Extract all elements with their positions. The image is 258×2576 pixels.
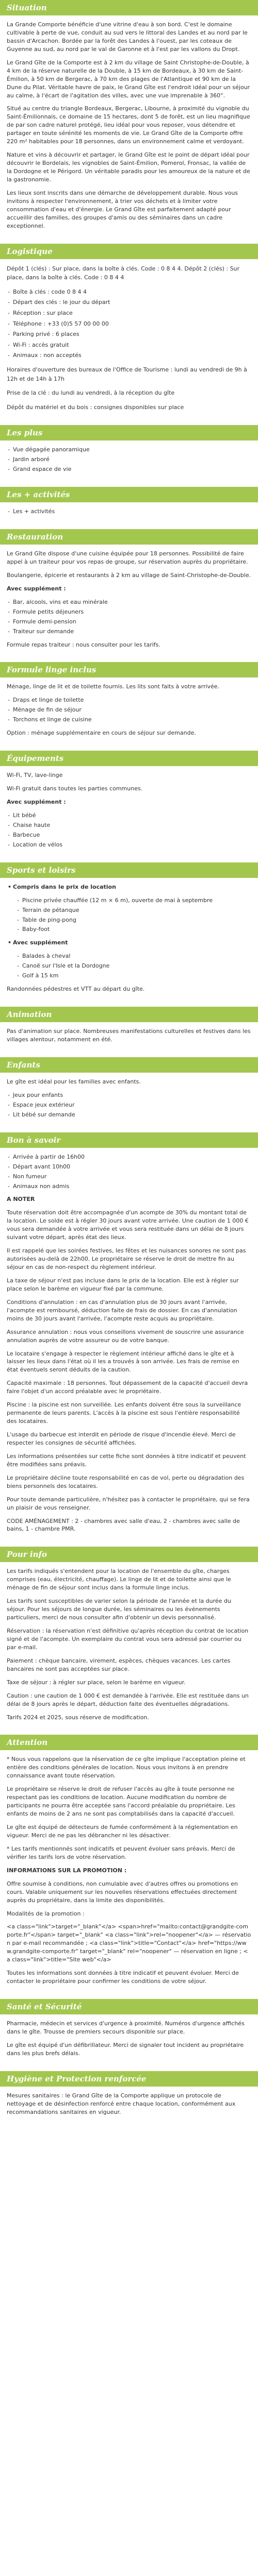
paragraph: Dépôt du matériel et du bois : consignes disponibles sur place (7, 403, 184, 411)
paragraph: Paiement : chèque bancaire, virement, espèces, chèques vacances. Les cartes bancaires ne sont pas acceptées sur place. (7, 1657, 231, 1672)
list-item: - Chaise haute (7, 821, 251, 829)
sports-list-1 (7, 896, 251, 934)
list-item: - Formule demi-pension (7, 618, 251, 626)
paragraph: Le locataire s'engage à respecter le règlement intérieur affiché dans le gîte et à laisser les lieux dans l'état où il les a trouvés à son arrivée. Les frais de remise en état éventuels seront déduits de la caution. (7, 1350, 239, 1374)
paragraph: Dépôt 1 (clés) : Sur place, dans la boîte à clés. Code : 0 8 4 4. Dépôt 2 (clés) : Sur place, dans la boîte à clés. Code : 0 8 4 4 (7, 265, 240, 281)
list-item: - Lit bébé (7, 811, 251, 820)
bon-a-savoir-list (7, 1153, 251, 1191)
paragraph: Formule repas traiteur : nous consulter pour les tarifs. (7, 641, 160, 648)
list-item: - Boîte à clés : code 0 8 4 4 (7, 287, 251, 297)
paragraph: Boulangerie, épicerie et restaurants à 2 km au village de Saint-Christophe-de-Double. (7, 571, 251, 579)
list-item: - Traiteur sur demande (7, 628, 251, 636)
list-item: - Jardin arboré (7, 455, 251, 464)
section-title-les-plus: Les plus (0, 425, 258, 440)
group-heading: • Avec supplément (7, 939, 251, 947)
section-title-logistique: Logistique (0, 244, 258, 259)
section-title-enfants: Enfants (0, 1057, 258, 1073)
section-pour-info (0, 1562, 258, 1735)
sports-group-2 (7, 939, 251, 947)
section-linge (0, 677, 258, 751)
paragraph: Les lieux sont inscrits dans une démarche de développement durable. Nous vous invitons à respecter l'environnement, à trier vos déchets et à limiter votre consommation d'eau et d'énergie. Le Grand Gîte est parfaitement adapté pour accueillir des familles, des groupes d'amis ou des séminaires dans un cadre exceptionnel. (7, 189, 238, 229)
paragraph: Nature et vins à découvrir et partager, le Grand Gîte est le point de départ idéal pour découvrir le Bordelais, les vignobles de Saint-Émilion, Pomerol, Fronsac, la vallée de la Dordogne et le Périgord. Un véritable paradis pour les amoureux de la nature et de la gastronomie. (7, 151, 250, 183)
list-item: - Balades à cheval (16, 952, 251, 960)
section-activites (0, 502, 258, 529)
paragraph: Pharmacie, médecin et services d'urgence à proximité. Numéros d'urgence affichés dans le gîte. Trousse de premiers secours disponible sur place. (7, 2020, 245, 2035)
paragraph: Prise de la clé : du lundi au vendredi, à la réception du gîte (7, 389, 175, 397)
activites-list (7, 507, 251, 516)
linge-list (7, 696, 251, 724)
paragraph: Le Grand Gîte de la Comporte est à 2 km du village de Saint Christophe-de-Double, à 4 km de la réserve naturelle de la Double, à 15 km de Bordeaux, à 30 km de Saint-Émilion, à 50 km de Bergerac, à 70 km des plages de l'Atlantique et 90 km de la Dune du Pilat. Véritable havre de paix, le Grand Gîte est l'endroit idéal pour un séjour au calme, à l'écart de l'agitation des villes, avec une vue imprenable à 360°. (7, 59, 250, 99)
paragraph: Le Grand Gîte dispose d'une cuisine équipée pour 18 personnes. Possibilité de faire appel à un traiteur pour vos repas de groupe, sur réservation auprès du propriétaire. (7, 550, 248, 565)
paragraph: * Nous vous rappelons que la réservation de ce gîte implique l'acceptation pleine et entière des conditions générales de location. Nous vous invitons à en prendre connaissance avant toute réservation. (7, 1756, 246, 1780)
paragraph: Les tarifs sont susceptibles de varier selon la période de l'année et la durée du séjour. Pour les séjours de longue durée, les séminaires ou les événements particuliers, merci de nous consulter afin d'obtenir un devis personnalisé. (7, 1598, 231, 1621)
section-title-sports: Sports et loisirs (0, 862, 258, 878)
paragraph: Le propriétaire décline toute responsabilité en cas de vol, perte ou dégradation des biens personnels des locataires. (7, 1474, 245, 1489)
list-item: - Départ des clés : le jour du départ (7, 298, 251, 307)
paragraph: Pas d'animation sur place. Nombreuses manifestations culturelles et festives dans les villages alentour, notamment en été. (7, 1028, 251, 1043)
paragraph: Pour toute demande particulière, n'hésitez pas à contacter le propriétaire, qui se fera un plaisir de vous renseigner. (7, 1496, 250, 1511)
list-item: - Non fumeur (7, 1173, 251, 1181)
list-item: - Départ avant 10h00 (7, 1163, 251, 1171)
paragraph: Caution : une caution de 1 000 € est demandée à l'arrivée. Elle est restituée dans un délai de 8 jours après le départ, déduction faite des éventuelles dégradations. (7, 1692, 249, 1707)
paragraph: Le gîte est équipé d'un défibrillateur. Merci de signaler tout incident au propriétaire dans les plus brefs délais. (7, 2041, 244, 2057)
section-title-bon-a-savoir: Bon à savoir (0, 1132, 258, 1148)
list-item: - Grand espace de vie (7, 465, 251, 473)
list-item: - Piscine privée chauffée (12 m × 6 m), ouverte de mai à septembre (16, 896, 251, 905)
paragraph: Le gîte est équipé de détecteurs de fumée conformément à la réglementation en vigueur. Merci de ne pas les débrancher ni les désactiver. (7, 1824, 238, 1839)
subheading: Avec supplément : (7, 585, 66, 592)
paragraph: Piscine : la piscine est non surveillée. Les enfants doivent être sous la surveillance permanente de leurs parents. L'accès à la piscine est sous l'entière responsabilité des locataires. (7, 1401, 241, 1425)
list-item: - Animaux : non acceptés (7, 351, 251, 360)
paragraph: Les informations présentées sur cette fiche sont données à titre indicatif et peuvent être modifiées sans préavis. (7, 1452, 246, 1468)
paragraph: Assurance annulation : nous vous conseillons vivement de souscrire une assurance annulation auprès de votre assureur ou de votre banque. (7, 1328, 244, 1344)
section-title-hygiene: Hygiène et Protection renforcée (0, 2071, 258, 2087)
list-item: - Parking privé : 6 places (7, 330, 251, 339)
paragraph: Wi-Fi gratuit dans toutes les parties communes. (7, 785, 143, 792)
paragraph: Conditions d'annulation : en cas d'annulation plus de 30 jours avant l'arrivée, l'acompte est remboursé, déduction faite de frais de dossier. En cas d'annulation moins de 30 jours avant l'arrivée, l'acompte reste acquis au propriétaire. (7, 1298, 237, 1322)
list-item: - Bar, alcools, vins et eau minérale (7, 598, 251, 606)
paragraph: Option : ménage supplémentaire en cours de séjour sur demande. (7, 730, 196, 737)
list-item: - Table de ping-pong (16, 916, 251, 924)
section-situation (0, 15, 258, 244)
group-heading: • Compris dans le prix de location (7, 883, 251, 891)
list-item: - Réception : sur place (7, 309, 251, 318)
paragraph: Les tarifs indiqués s'entendent pour la location de l'ensemble du gîte, charges comprises (eau, électricité, chauffage). Le linge de lit et de toilette ainsi que le ménage de fin de séjour sont inclus dans la formule linge inclus. (7, 1568, 231, 1591)
section-les-plus (0, 440, 258, 487)
list-item: - Draps et linge de toilette (7, 696, 251, 704)
paragraph: Situé au centre du triangle Bordeaux, Bergerac, Libourne, à proximité du vignoble du Saint-Émilionnais, ce domaine de 15 hectares, dont 5 de forêt, est un lieu magnifique de par son cadre naturel protégé, lieu idéal pour vous reposer, vous détendre et partager en toute sérénité les moments de vie. Le Grand Gîte de la Comporte offre 220 m² habitables pour 18 personnes, dans un environnement calme et verdoyant. (7, 105, 250, 145)
section-title-equipements: Équipements (0, 751, 258, 766)
paragraph: * Les tarifs mentionnés sont indicatifs et peuvent évoluer sans préavis. Merci de vérifier les tarifs lors de votre réservation. (7, 1845, 235, 1860)
paragraph: Wi-Fi, TV, lave-linge (7, 772, 63, 779)
paragraph: Horaires d'ouverture des bureaux de l'Office de Tourisme : lundi au vendredi de 9h à 12h et de 14h à 17h (7, 366, 247, 382)
restauration-list (7, 598, 251, 636)
list-item: - Wi-Fi : accès gratuit (7, 341, 251, 350)
list-item: - Arrivée à partir de 16h00 (7, 1153, 251, 1161)
paragraph: Randonnées pédestres et VTT au départ du gîte. (7, 986, 145, 993)
list-item: - Ménage de fin de séjour (7, 706, 251, 714)
equipements-list (7, 811, 251, 849)
paragraph: Réservation : la réservation n'est définitive qu'après réception du contrat de location signé et de l'acompte. Un exemplaire du contrat vous sera adressé par courrier ou par e-mail. (7, 1628, 249, 1651)
paragraph: Ménage, linge de lit et de toilette fournis. Les lits sont faits à votre arrivée. (7, 683, 220, 690)
section-bon-a-savoir (0, 1148, 258, 1547)
paragraph: Modalités de la promotion : (7, 1910, 85, 1917)
section-enfants (0, 1073, 258, 1132)
sports-list-2 (7, 952, 251, 980)
section-hygiene (0, 2087, 258, 2130)
section-title-linge: Formule linge inclus (0, 662, 258, 677)
section-attention (0, 1750, 258, 1999)
paragraph: Capacité maximale : 18 personnes. Tout dépassement de la capacité d'accueil devra faire l'objet d'un accord préalable avec le propriétaire. (7, 1380, 248, 1395)
section-title-attention: Attention (0, 1735, 258, 1750)
section-sports (0, 878, 258, 1007)
list-item: - Location de vélos (7, 841, 251, 849)
paragraph: CODE AMÉNAGEMENT : 2 - chambres avec salle d'eau, 2 - chambres avec salle de bains, 1 - chambre PMR. (7, 1517, 240, 1533)
section-title-activites: Les + activités (0, 487, 258, 502)
list-item: - Jeux pour enfants (7, 1091, 251, 1099)
section-sante (0, 2014, 258, 2071)
list-item: - Canoë sur l'Isle et la Dordogne (16, 962, 251, 970)
list-item: - Les + activités (7, 507, 251, 516)
paragraph: Toutes les informations sont données à titre indicatif et peuvent évoluer. Merci de contacter le propriétaire pour confirmer les conditions de votre séjour. (7, 1970, 239, 1985)
section-title-situation: Situation (0, 0, 258, 15)
section-restauration (0, 545, 258, 662)
enfants-list (7, 1091, 251, 1119)
paragraph: Toute réservation doit être accompagnée d'un acompte de 30% du montant total de la location. Le solde est à régler 30 jours avant votre arrivée. Une caution de 1 000 € vous sera demandée à votre arrivée et vous sera restituée dans un délai de 8 jours suivant votre départ, après état des lieux. (7, 1209, 249, 1241)
logistique-list (7, 287, 251, 360)
list-item: - Animaux non admis (7, 1182, 251, 1191)
list-item: - Vue dégagée panoramique (7, 446, 251, 454)
paragraph: Offre soumise à conditions, non cumulable avec d'autres offres ou promotions en cours. Valable uniquement sur les nouvelles réservations effectuées directement auprès du propriétaire, dans la limite des disponibilités. (7, 1880, 238, 1904)
section-title-sante: Santé et Sécurité (0, 1999, 258, 2014)
links-code-block[interactable]: <a class="link">target="_blank"</a> <span>href="mailto:contact@grandgite-comporte.fr"</span> target="_blank" <a class="link">rel="noopener"</a> — réservation par e-mail recommandée ; <a class="link">title="Contact"</a> href="https://www.grandgite-comporte.fr" target="_blank" rel="noopener" — réservation en ligne ; <a class="link">title="Site web"</a> (7, 1923, 251, 1963)
les-plus-list (7, 446, 251, 473)
sports-group-1 (7, 883, 251, 891)
list-item: - Terrain de pétanque (16, 906, 251, 914)
paragraph: La taxe de séjour n'est pas incluse dans le prix de la location. Elle est à régler sur place selon le barème en vigueur fixé par la commune. (7, 1277, 239, 1292)
paragraph: Le propriétaire se réserve le droit de refuser l'accès au gîte à toute personne ne respectant pas les conditions de location. Aucune modification du nombre de participants ne pourra être acceptée sans l'accord préalable du propriétaire. Les enfants de moins de 2 ans ne sont pas comptabilisés dans la capacité d'accueil. (7, 1786, 235, 1818)
section-title-restauration: Restauration (0, 529, 258, 545)
section-animation (0, 1022, 258, 1057)
paragraph: La Grande Comporte bénéficie d'une vitrine d'eau à son bord. C'est le domaine cultivable à perte de vue, conduit au sud vers le littoral des Landes et au nord par le bassin d'Arcachon. Bordée par la forêt des Landes à l'ouest, par les coteaux de Guyenne au sud, au nord par le val de Garonne et à l'est par les vallons du Dropt. (7, 21, 248, 53)
paragraph: Taxe de séjour : à régler sur place, selon le barème en vigueur. (7, 1679, 186, 1686)
subheading: A NOTER (7, 1196, 35, 1203)
paragraph: Il est rappelé que les soirées festives, les fêtes et les nuisances sonores ne sont pas autorisées au-delà de 22h00. Le propriétaire se réserve le droit de mettre fin au séjour en cas de non-respect du règlement intérieur. (7, 1247, 246, 1271)
paragraph: Le gîte est idéal pour les familles avec enfants. (7, 1078, 141, 1085)
section-title-animation: Animation (0, 1007, 258, 1022)
list-item: - Baby-foot (16, 925, 251, 934)
list-item: - Formule petits déjeuners (7, 608, 251, 616)
subheading: INFORMATIONS SUR LA PROMOTION : (7, 1867, 127, 1874)
paragraph: Mesures sanitaires : le Grand Gîte de la Comporte applique un protocole de nettoyage et de désinfection renforcé entre chaque location, conformément aux recommandations sanitaires en vigueur. (7, 2092, 236, 2115)
list-item: - Lit bébé sur demande (7, 1111, 251, 1119)
list-item: - Golf à 15 km (16, 972, 251, 980)
list-item: - Espace jeux extérieur (7, 1101, 251, 1109)
section-equipements (0, 766, 258, 862)
list-item: - Torchons et linge de cuisine (7, 716, 251, 724)
section-title-pour-info: Pour info (0, 1547, 258, 1562)
subheading: Avec supplément : (7, 799, 66, 806)
paragraph: Tarifs 2024 et 2025, sous réserve de modification. (7, 1714, 149, 1721)
section-logistique (0, 259, 258, 426)
list-item: - Barbecue (7, 831, 251, 839)
paragraph: L'usage du barbecue est interdit en période de risque d'incendie élevé. Merci de respecter les consignes de sécurité affichées. (7, 1431, 236, 1446)
list-item: - Téléphone : +33 (0)5 57 00 00 00 (7, 319, 251, 329)
